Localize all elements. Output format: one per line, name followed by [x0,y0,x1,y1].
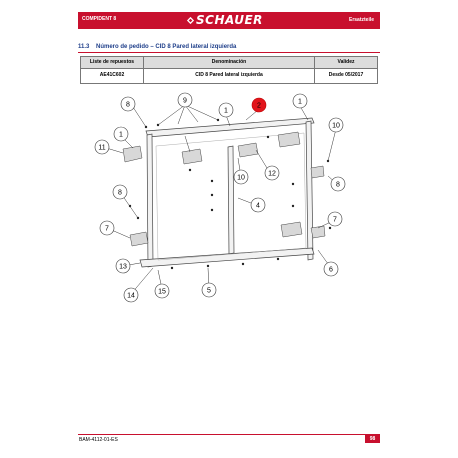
table-row [81,69,378,84]
svg-text:8: 8 [336,181,340,189]
callout-6 [324,262,338,276]
svg-text:1: 1 [119,131,123,139]
svg-text:10: 10 [332,122,340,130]
footer-doc-number: BAM-4112-01-ES [79,437,118,443]
callout-1 [219,103,233,117]
header-model: COMPIDENT 8 [82,16,117,22]
callout-1 [293,94,307,108]
svg-text:7: 7 [105,225,109,233]
svg-text:2: 2 [257,102,261,110]
svg-text:15: 15 [158,288,166,296]
callout-11 [95,140,109,154]
table-cell: AE41C602 [81,69,144,84]
callout-2-highlighted [252,98,266,112]
svg-text:8: 8 [118,189,122,197]
callout-10 [329,118,343,132]
section-title-text: Número de pedido – CID 8 Pared lateral izquierda [96,44,237,50]
table-header: Denominación [144,57,315,69]
header-bar [78,12,380,29]
svg-text:8: 8 [126,101,130,109]
svg-text:11: 11 [98,144,106,152]
svg-text:14: 14 [127,292,135,300]
svg-text:9: 9 [183,97,187,105]
parts-table [80,56,378,84]
svg-text:1: 1 [224,107,228,115]
svg-text:7: 7 [333,216,337,224]
table-header: Liste de repuestos [81,57,144,69]
logo-mark-icon [186,16,195,25]
table-header: Validez [315,57,378,69]
logo-text: SCHAUER [196,13,263,27]
svg-text:5: 5 [207,287,211,295]
table-cell: Desde 05/2017 [315,69,378,84]
callout-7 [328,212,342,226]
svg-text:1: 1 [298,98,302,106]
callout-8 [121,97,135,111]
table-cell: CID 8 Pared lateral izquierda [144,69,315,84]
svg-text:6: 6 [329,266,333,274]
svg-text:4: 4 [256,202,260,210]
section-title [78,44,380,53]
callout-8 [113,185,127,199]
section-number: 11.3 [78,44,90,50]
header-section: Ersatzteile [348,17,374,23]
schauer-logo [186,13,263,27]
callout-8 [331,177,345,191]
table-header-row [81,57,378,69]
callout-9 [178,93,192,107]
exploded-diagram [78,88,380,306]
svg-text:12: 12 [268,170,276,178]
callout-1 [114,127,128,141]
callout-5 [202,283,216,297]
svg-text:13: 13 [119,263,127,271]
footer-rule [78,434,380,435]
callout-7 [100,221,114,235]
page-number: 98 [365,435,380,443]
callout-4 [251,198,265,212]
callout-15 [155,284,169,298]
callout-10 [234,170,248,184]
callout-13 [116,259,130,273]
callout-14 [124,288,138,302]
callout-12 [265,166,279,180]
brackets [123,132,325,246]
svg-text:10: 10 [237,174,245,182]
